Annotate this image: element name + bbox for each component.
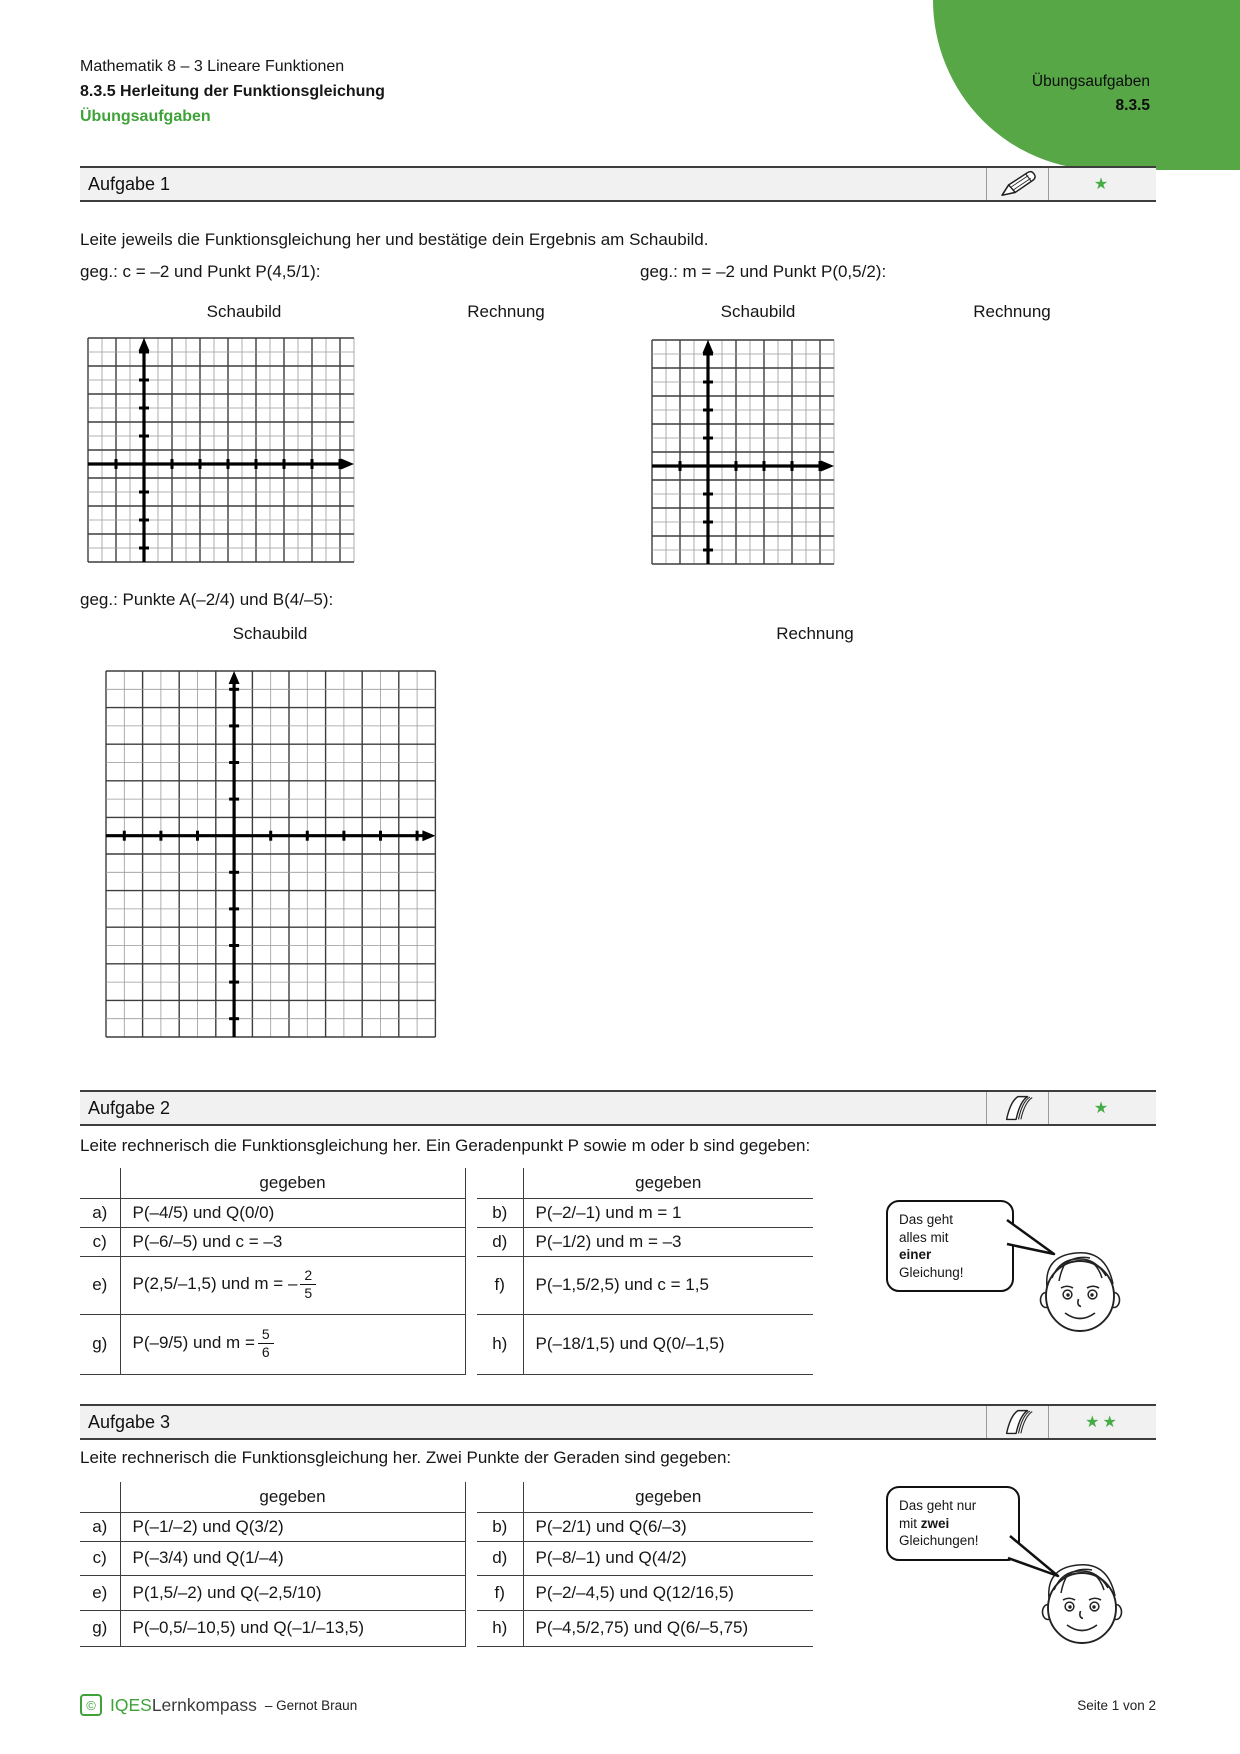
bubble-line: Gleichungen!	[899, 1533, 979, 1548]
aufgabe1-given-bottom: geg.: Punkte A(–2/4) und B(4/–5):	[80, 590, 334, 609]
book-icon	[986, 1406, 1048, 1438]
bubble-line-bold: zwei	[920, 1515, 950, 1531]
row-label: b)	[477, 1198, 523, 1227]
row-label: c)	[80, 1541, 120, 1575]
aufgabe3-title: Aufgabe 3	[88, 1412, 171, 1432]
difficulty-stars: ★	[1048, 168, 1156, 200]
page-number: Seite 1 von 2	[1077, 1697, 1156, 1713]
row-value: P(–1,5/2,5) und c = 1,5	[535, 1275, 709, 1294]
difficulty-stars: ★★	[1048, 1406, 1156, 1438]
speech-bubble-aufgabe2	[886, 1200, 1014, 1292]
row-label: f)	[477, 1575, 523, 1610]
speech-bubble-aufgabe3	[886, 1486, 1020, 1561]
aufgabe2-instruction: Leite rechnerisch die Funktionsgleichung her. Ein Geradenpunkt P sowie m oder b sind gegeben:	[80, 1136, 811, 1155]
header-spacer	[477, 1482, 523, 1512]
row-label: d)	[477, 1227, 523, 1256]
aufgabe2-title: Aufgabe 2	[88, 1098, 171, 1118]
column-header: gegeben	[120, 1482, 465, 1512]
coordinate-grid-small-left	[85, 335, 357, 565]
bubble-line: Gleichung!	[899, 1264, 964, 1280]
rechnung-label-1: Rechnung	[467, 302, 545, 321]
aufgabe2-bar	[80, 1090, 1156, 1126]
page-footer	[80, 1694, 1156, 1716]
row-value: P(–1/2) und m = –3	[535, 1231, 682, 1251]
fraction-denominator: 6	[261, 1343, 270, 1360]
row-label: a)	[80, 1512, 120, 1541]
header-course-line: Mathematik 8 – 3 Lineare Funktionen	[80, 58, 345, 75]
book-icon	[986, 1092, 1048, 1124]
row-label: g)	[80, 1314, 120, 1374]
fraction-numerator: 2	[300, 1267, 316, 1284]
row-value	[120, 1314, 465, 1374]
row-label: h)	[477, 1610, 523, 1646]
coordinate-grid-small-right	[649, 337, 837, 567]
fraction-numerator: 5	[258, 1326, 274, 1343]
difficulty-stars: ★	[1048, 1092, 1156, 1124]
row-value: P(–18/1,5) und Q(0/–1,5)	[535, 1334, 725, 1353]
brand-iqes: IQES	[110, 1694, 152, 1715]
aufgabe1-instruction: Leite jeweils die Funktionsgleichung her und bestätige dein Ergebnis am Schaubild.	[80, 230, 709, 249]
row-value: P(–8/–1) und Q(4/2)	[535, 1548, 687, 1567]
fraction	[258, 1326, 274, 1359]
bubble-line: alles mit	[899, 1229, 949, 1245]
header-spacer	[80, 1168, 120, 1198]
rechnung-label-3: Rechnung	[776, 624, 854, 643]
row-label: f)	[477, 1256, 523, 1314]
row-value: P(–0,5/–10,5) und Q(–1/–13,5)	[120, 1610, 465, 1646]
corner-section-number: 8.3.5	[1115, 97, 1150, 114]
fraction-denominator: 5	[304, 1284, 313, 1301]
coordinate-grid-large	[103, 668, 438, 1040]
row-label: e)	[80, 1256, 120, 1314]
aufgabe1-given-right: geg.: m = –2 und Punkt P(0,5/2):	[640, 262, 887, 281]
row-label: a)	[80, 1198, 120, 1227]
aufgabe1-title: Aufgabe 1	[88, 174, 171, 194]
fraction	[300, 1267, 316, 1300]
pencil-icon	[986, 168, 1048, 200]
header-section-line: Übungsaufgaben	[80, 108, 211, 125]
header-spacer	[477, 1168, 523, 1198]
column-header: gegeben	[120, 1168, 465, 1198]
aufgabe1-given-left: geg.: c = –2 und Punkt P(4,5/1):	[80, 262, 321, 281]
bubble-line-bold: einer	[899, 1247, 932, 1262]
column-header: gegeben	[635, 1172, 702, 1192]
aufgabe3-table-left	[80, 1482, 466, 1647]
bubble-line	[899, 1515, 1007, 1533]
row-value-text: P(–9/5) und m =	[132, 1333, 255, 1353]
document-header	[80, 54, 385, 129]
schaubild-label-2: Schaubild	[720, 302, 796, 321]
aufgabe3-table-right	[477, 1482, 813, 1647]
aufgabe1-bar	[80, 166, 1156, 202]
aufgabe3-instruction: Leite rechnerisch die Funktionsgleichung her. Zwei Punkte der Geraden sind gegeben:	[80, 1448, 732, 1467]
row-label: g)	[80, 1610, 120, 1646]
bubble-line: Das geht nur	[899, 1498, 977, 1513]
row-value	[120, 1256, 465, 1314]
schaubild-label-1: Schaubild	[206, 302, 282, 321]
row-label: b)	[477, 1512, 523, 1541]
row-label: h)	[477, 1314, 523, 1374]
aufgabe2-table-left	[80, 1168, 466, 1375]
aufgabe3-bar	[80, 1404, 1156, 1440]
header-spacer	[80, 1482, 120, 1512]
author-name: – Gernot Braun	[264, 1697, 358, 1713]
copyright-icon: ©	[80, 1694, 102, 1716]
speech-bubble-tail	[1004, 1212, 1062, 1266]
corner-label	[1032, 70, 1150, 118]
row-value: P(–1/–2) und Q(3/2)	[120, 1512, 465, 1541]
row-label: d)	[477, 1541, 523, 1575]
row-label: e)	[80, 1575, 120, 1610]
header-chapter-line: 8.3.5 Herleitung der Funktionsgleichung	[80, 83, 385, 100]
row-value: P(–3/4) und Q(1/–4)	[120, 1541, 465, 1575]
row-value: P(1,5/–2) und Q(–2,5/10)	[120, 1575, 465, 1610]
row-value: P(–6/–5) und c = –3	[120, 1227, 465, 1256]
bubble-line: Das geht	[899, 1212, 954, 1227]
brand-lernkompass: Lernkompass	[151, 1694, 257, 1715]
rechnung-label-2: Rechnung	[973, 302, 1051, 321]
row-value: P(–4,5/2,75) und Q(6/–5,75)	[535, 1618, 749, 1637]
row-value: P(–2/–4,5) und Q(12/16,5)	[535, 1582, 734, 1602]
row-value-text: P(2,5/–1,5) und m = –	[132, 1274, 298, 1294]
row-value: P(–2/–1) und m = 1	[535, 1202, 682, 1222]
speech-bubble-tail	[1006, 1530, 1064, 1586]
bubble-line-text: mit	[899, 1515, 921, 1531]
schaubild-label-3: Schaubild	[232, 624, 308, 643]
aufgabe2-table-right	[477, 1168, 813, 1375]
row-value: P(–4/5) und Q(0/0)	[120, 1198, 465, 1227]
column-header: gegeben	[635, 1486, 702, 1506]
row-value: P(–2/1) und Q(6/–3)	[535, 1516, 687, 1536]
row-label: c)	[80, 1227, 120, 1256]
corner-category: Übungsaufgaben	[1031, 73, 1150, 90]
